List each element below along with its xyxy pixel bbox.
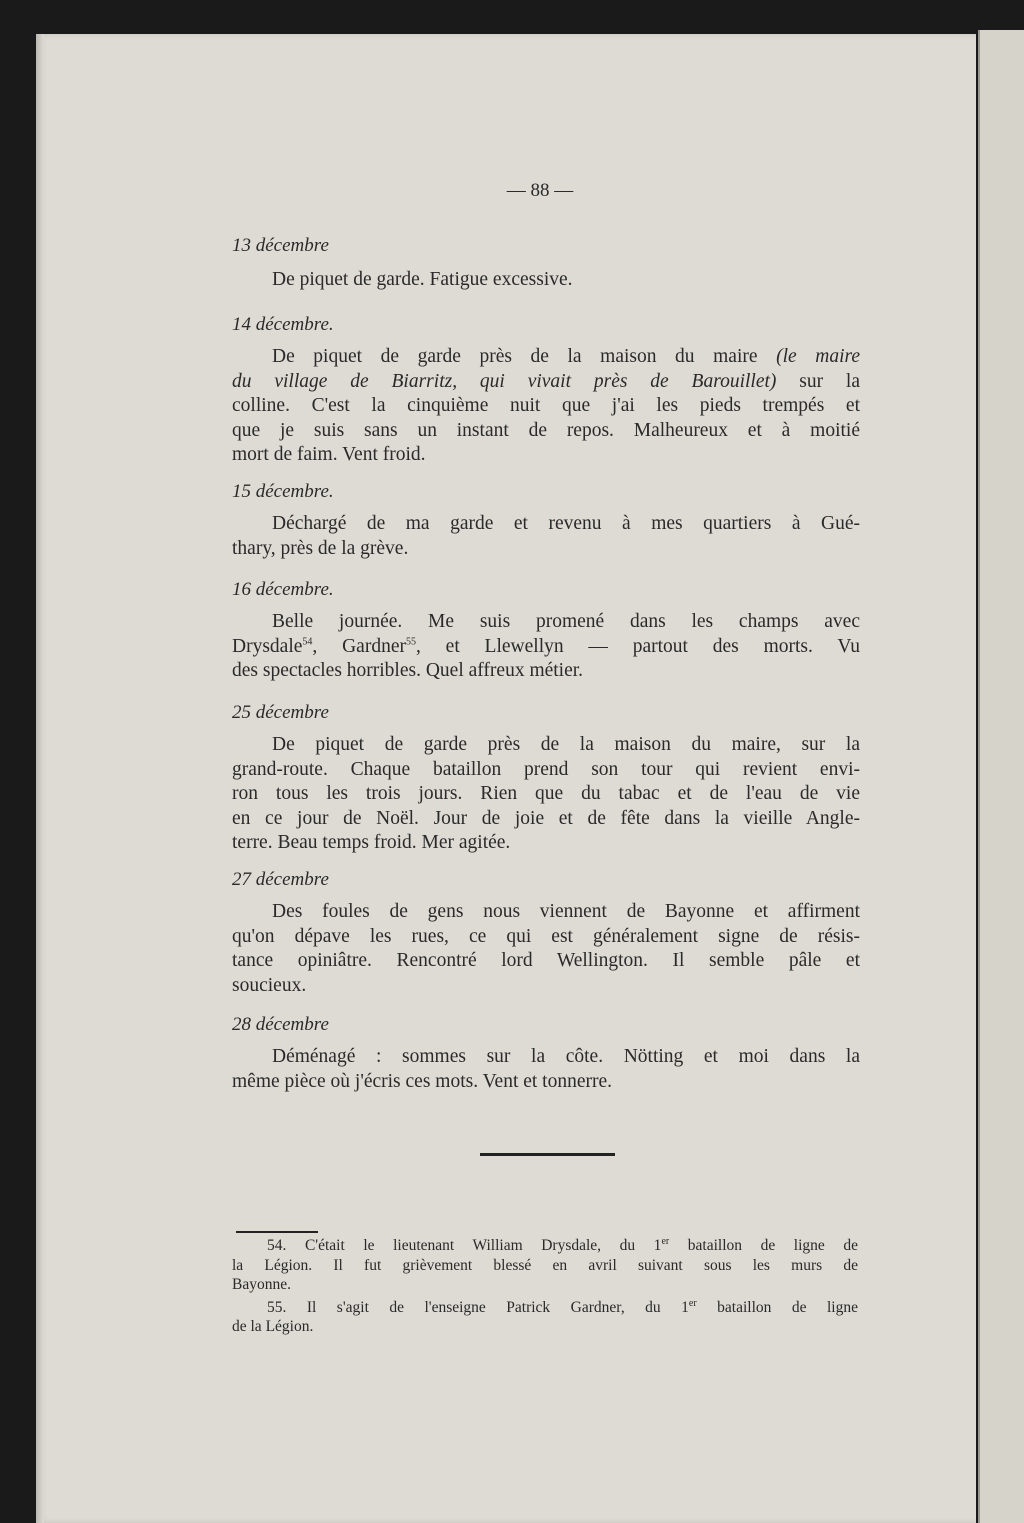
entry-14-decembre	[232, 313, 860, 468]
entry-line	[232, 635, 860, 660]
facing-page-edge	[978, 30, 1024, 1523]
footnote-rule	[236, 1231, 318, 1233]
footnote-54-line: Bayonne.	[232, 1276, 291, 1293]
entry-line	[232, 345, 860, 370]
entry-line: Belle journée. Me suis promené dans les champs avec	[272, 611, 860, 632]
entry-15-decembre	[232, 480, 860, 561]
entry-line: Déménagé : sommes sur la côte. Nötting et moi dans la	[272, 1046, 860, 1067]
superscript: er	[661, 1235, 670, 1247]
entry-27-decembre	[232, 868, 860, 998]
text: bataillon de ligne	[717, 1298, 858, 1316]
entry-date: 15 décembre.	[232, 481, 334, 502]
entry-line: tance opiniâtre. Rencontré lord Wellington. Il semble pâle et	[232, 950, 860, 971]
entry-line: De piquet de garde près de la maison du maire, sur la	[272, 734, 860, 755]
text: De piquet de garde près de la maison du maire	[272, 346, 758, 367]
entry-line: De piquet de garde. Fatigue excessive.	[272, 269, 573, 290]
entry-line: même pièce où j'écris ces mots. Vent et tonnerre.	[232, 1070, 613, 1092]
superscript: er	[688, 1297, 697, 1309]
entry-line: qu'on dépave les rues, ce qui est généralement signe de résis-	[232, 925, 860, 947]
entry-date: 13 décembre	[232, 235, 329, 256]
footnote-55-line	[232, 1298, 858, 1318]
section-divider	[480, 1153, 615, 1156]
footnotes	[232, 1236, 858, 1337]
entry-line: soucieux.	[232, 974, 307, 996]
entry-25-decembre	[232, 701, 860, 856]
entry-line: en ce jour de Noël. Jour de joie et de fête dans la vieille Angle-	[232, 807, 860, 829]
entry-line: mort de faim. Vent froid.	[232, 444, 426, 465]
text: , et Llewellyn — partout des morts. Vu	[415, 635, 860, 657]
italic-text: du village de Biarritz, qui vivait près de Barouillet)	[232, 370, 777, 392]
text: bataillon de ligne de	[687, 1237, 858, 1254]
page-number: — 88 —	[506, 180, 574, 201]
entry-line	[232, 370, 860, 395]
entry-date: 27 décembre	[232, 869, 329, 890]
footnote-ref-54[interactable]: 54	[302, 636, 313, 647]
entry-line: grand-route. Chaque bataillon prend son tour qui revient envi-	[232, 758, 860, 780]
entry-line: Des foules de gens nous viennent de Bayonne et affirment	[272, 901, 860, 922]
entry-line: Déchargé de ma garde et revenu à mes quartiers à Gué-	[272, 513, 860, 534]
entry-date: 14 décembre.	[232, 314, 334, 335]
footnote-54-line	[232, 1236, 858, 1256]
footnote-54-line: la Légion. Il fut grièvement blessé en avril suivant sous les murs de	[232, 1256, 858, 1274]
entry-date: 16 décembre.	[232, 579, 334, 600]
entry-line: thary, près de la grève.	[232, 537, 409, 559]
entry-line: terre. Beau temps froid. Mer agitée.	[232, 832, 511, 853]
text: sur la	[799, 370, 861, 392]
page-edge	[36, 34, 44, 1523]
text: 55. Il s'agit de l'enseigne Patrick Gardner, du 1	[267, 1298, 689, 1316]
entry-line: que je suis sans un instant de repos. Malheureux et à moitié	[232, 419, 860, 441]
footnote-ref-55[interactable]: 55	[405, 636, 416, 647]
text: , Gardner	[312, 635, 406, 657]
entry-line: colline. C'est la cinquième nuit que j'ai les pieds trempés et	[232, 395, 860, 416]
entry-line: des spectacles horribles. Quel affreux métier.	[232, 660, 584, 681]
footnote-55-line: de la Légion.	[232, 1318, 314, 1335]
entry-date: 25 décembre	[232, 702, 329, 723]
text: Drysdale	[232, 635, 303, 657]
entry-16-decembre	[232, 578, 860, 684]
entry-28-decembre	[232, 1013, 860, 1094]
text: 54. C'était le lieutenant William Drysdale, du 1	[267, 1237, 662, 1254]
italic-text: (le maire	[776, 346, 861, 367]
entry-13-decembre	[232, 234, 860, 293]
entry-date: 28 décembre	[232, 1014, 329, 1035]
entry-line: ron tous les trois jours. Rien que du tabac et de l'eau de vie	[232, 783, 860, 804]
